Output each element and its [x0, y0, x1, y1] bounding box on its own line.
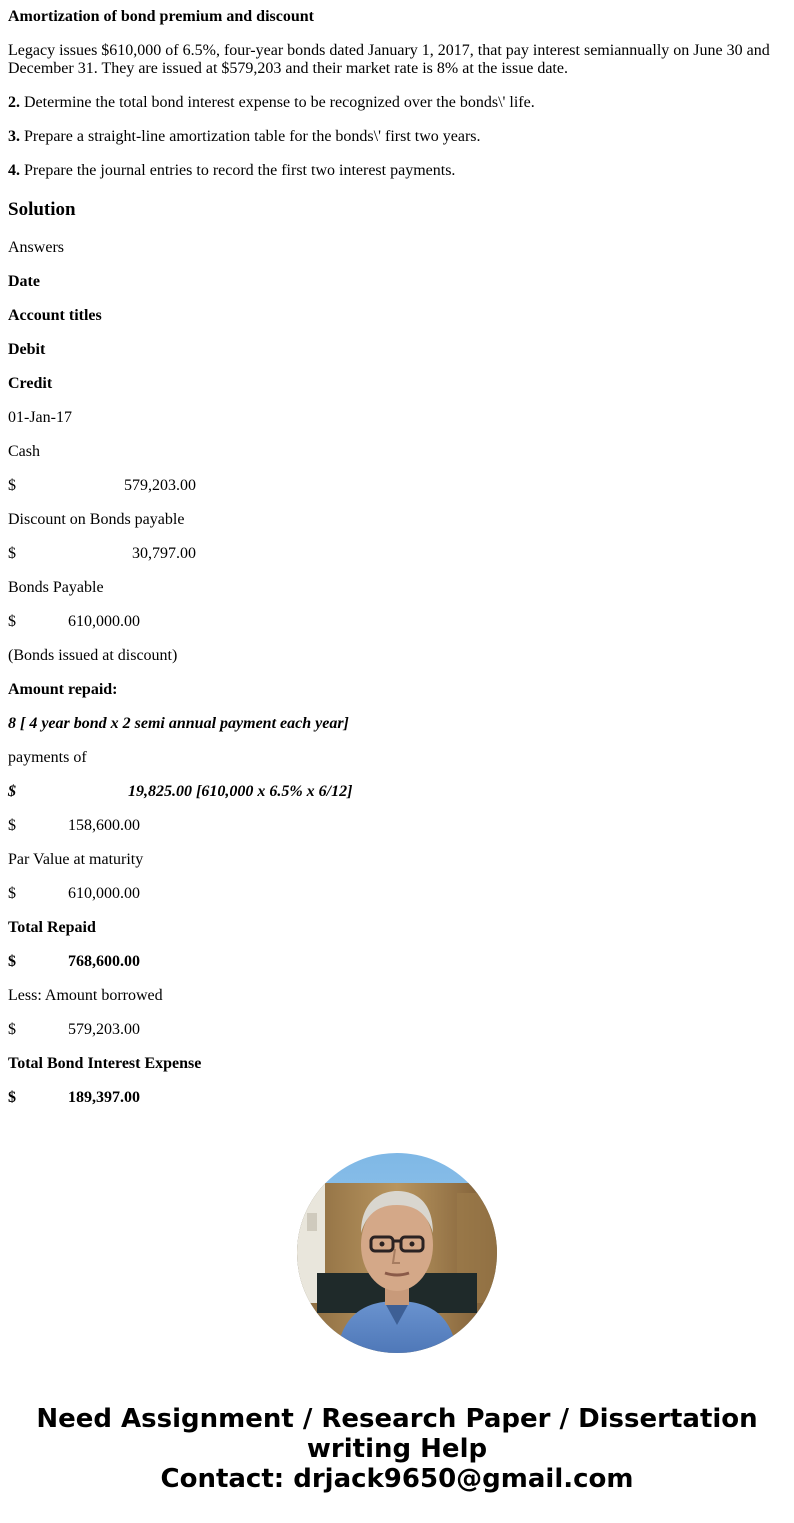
promo-line-2: writing Help [306, 1434, 488, 1464]
bonds-payable-credit [8, 613, 268, 631]
total-repaid-amount: 768,600.00 [68, 953, 140, 970]
discount-debit [8, 545, 268, 563]
entry-date: 01-Jan-17 [8, 409, 72, 426]
currency-symbol: $ [8, 953, 16, 970]
total-interest-expense-label: Total Bond Interest Expense [8, 1055, 202, 1072]
question-2 [8, 94, 535, 112]
payment-amount-row [8, 783, 428, 801]
question-text: Prepare the journal entries to record the first two interest payments. [20, 162, 456, 179]
solution-heading: Solution [8, 199, 76, 220]
cash-debit [8, 477, 268, 495]
question-3 [8, 128, 481, 146]
entry-memo: (Bonds issued at discount) [8, 647, 178, 664]
currency-symbol: $ [8, 1021, 16, 1038]
question-text: Prepare a straight-line amortization table for the bonds\' first two years. [20, 128, 481, 145]
promo-contact: Contact: drjack9650@gmail.com [160, 1464, 634, 1494]
par-value-label: Par Value at maturity [8, 851, 144, 868]
discount-label: Discount on Bonds payable [8, 511, 185, 528]
currency-symbol: $ [8, 783, 16, 800]
total-repaid-label: Total Repaid [8, 919, 96, 936]
payment-amount: 19,825.00 [610,000 x 6.5% x 6/12] [128, 783, 353, 800]
question-number: 3. [8, 128, 20, 145]
interest-total-row [8, 817, 268, 835]
header-account-titles: Account titles [8, 307, 102, 324]
answers-label: Answers [8, 239, 64, 256]
promo-line-1: Need Assignment / Research Paper / Dissertation [36, 1404, 758, 1434]
question-text: Determine the total bond interest expense to be recognized over the bonds\' life. [20, 94, 535, 111]
cash-label: Cash [8, 443, 40, 460]
discount-amount: 30,797.00 [132, 545, 196, 562]
payments-of-label: payments of [8, 749, 87, 766]
question-4 [8, 162, 455, 180]
currency-symbol: $ [8, 477, 16, 494]
currency-symbol: $ [8, 545, 16, 562]
currency-symbol: $ [8, 1089, 16, 1106]
par-value-row [8, 885, 268, 903]
question-number: 2. [8, 94, 20, 111]
promo-banner [0, 1404, 794, 1494]
less-borrowed-row [8, 1021, 268, 1039]
total-interest-expense-amount: 189,397.00 [68, 1089, 140, 1106]
header-debit: Debit [8, 341, 46, 358]
person-photo-icon [297, 1153, 497, 1353]
amount-repaid-heading: Amount repaid: [8, 681, 118, 698]
bonds-payable-amount: 610,000.00 [68, 613, 140, 630]
document-title: Amortization of bond premium and discount [8, 8, 314, 25]
less-borrowed-label: Less: Amount borrowed [8, 987, 163, 1004]
payments-count: 8 [ 4 year bond x 2 semi annual payment each year] [8, 715, 349, 732]
less-borrowed-amount: 579,203.00 [68, 1021, 140, 1038]
total-repaid-row [8, 953, 268, 971]
question-number: 4. [8, 162, 20, 179]
bonds-payable-label: Bonds Payable [8, 579, 104, 596]
problem-intro: Legacy issues $610,000 of 6.5%, four-year bonds dated January 1, 2017, that pay interest semiannually on June 30 and December 31. They are issued at $579,203 and their market rate is 8% at the issue date. [8, 42, 770, 77]
header-date: Date [8, 273, 40, 290]
currency-symbol: $ [8, 885, 16, 902]
par-value-amount: 610,000.00 [68, 885, 140, 902]
interest-total-amount: 158,600.00 [68, 817, 140, 834]
header-credit: Credit [8, 375, 53, 392]
currency-symbol: $ [8, 817, 16, 834]
total-interest-expense-row [8, 1089, 268, 1107]
currency-symbol: $ [8, 613, 16, 630]
cash-amount: 579,203.00 [124, 477, 196, 494]
